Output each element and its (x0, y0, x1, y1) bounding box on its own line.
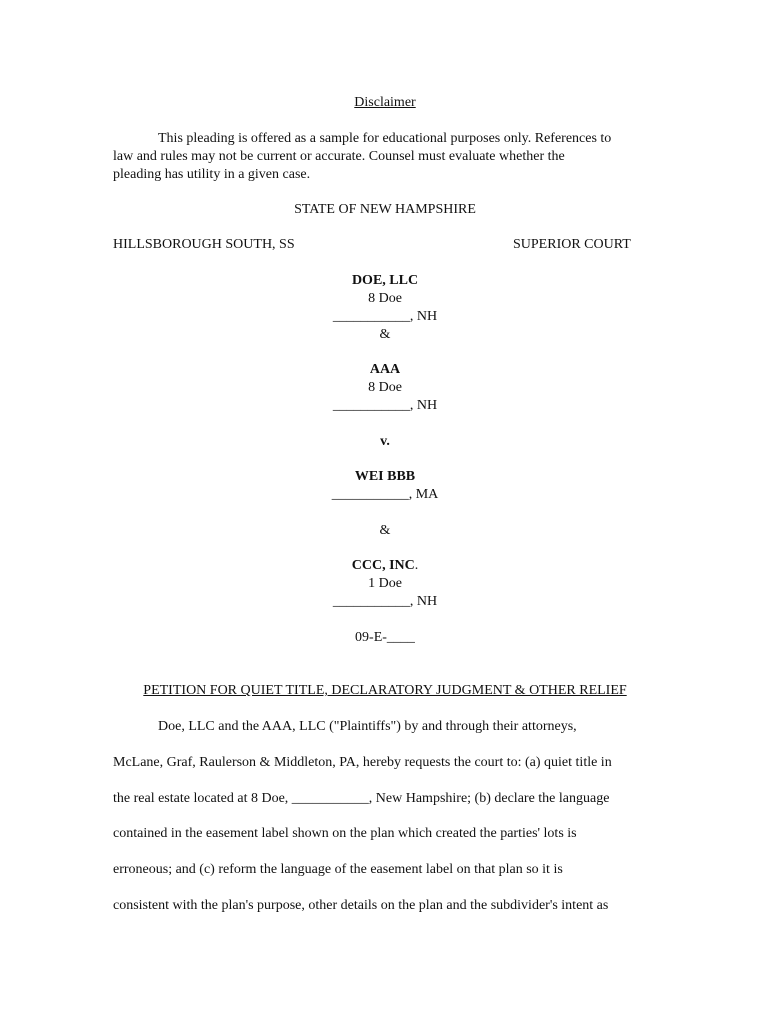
docket-number: 09-E-____ (355, 630, 415, 645)
ampersand: & (379, 327, 391, 342)
petition-line: McLane, Graf, Raulerson & Middleton, PA, hereby requests the court to: (a) quiet title in (113, 755, 612, 770)
party-address: 8 Doe (368, 291, 402, 306)
party-city: ___________, NH (332, 398, 438, 413)
ampersand: & (379, 523, 391, 538)
versus: v. (380, 434, 390, 449)
county-label: HILLSBOROUGH SOUTH, SS (113, 237, 295, 252)
party-address: 8 Doe (368, 380, 402, 395)
party-name-suffix: . (414, 558, 419, 573)
petition-line: contained in the easement label shown on the plan which created the parties' lots is (113, 826, 577, 841)
disclaimer-heading: Disclaimer (354, 95, 416, 110)
court-name: SUPERIOR COURT (513, 237, 631, 252)
party-name: DOE, LLC (351, 273, 419, 288)
petition-line: Doe, LLC and the AAA, LLC ("Plaintiffs") by and through their attorneys, (158, 719, 577, 734)
state-heading: STATE OF NEW HAMPSHIRE (294, 202, 476, 217)
petition-line: consistent with the plan's purpose, other details on the plan and the subdivider's intent as (113, 898, 609, 913)
petition-title: PETITION FOR QUIET TITLE, DECLARATORY JUDGMENT & OTHER RELIEF (143, 683, 627, 698)
party-name: WEI BBB (354, 469, 416, 484)
disclaimer-line: This pleading is offered as a sample for educational purposes only. References to (158, 131, 612, 146)
disclaimer-line: law and rules may not be current or accurate. Counsel must evaluate whether the (113, 149, 565, 164)
petition-line: erroneous; and (c) reform the language of the easement label on that plan so it is (113, 862, 563, 877)
party-name-line (0, 557, 770, 575)
party-address: 1 Doe (368, 576, 402, 591)
party-city: ___________, MA (331, 487, 439, 502)
party-name: CCC, INC (351, 558, 415, 573)
petition-line: the real estate located at 8 Doe, ___________, New Hampshire; (b) declare the language (113, 791, 610, 806)
party-city: ___________, NH (332, 594, 438, 609)
disclaimer-line: pleading has utility in a given case. (113, 167, 311, 182)
party-name: AAA (369, 362, 401, 377)
party-city: ___________, NH (332, 309, 438, 324)
